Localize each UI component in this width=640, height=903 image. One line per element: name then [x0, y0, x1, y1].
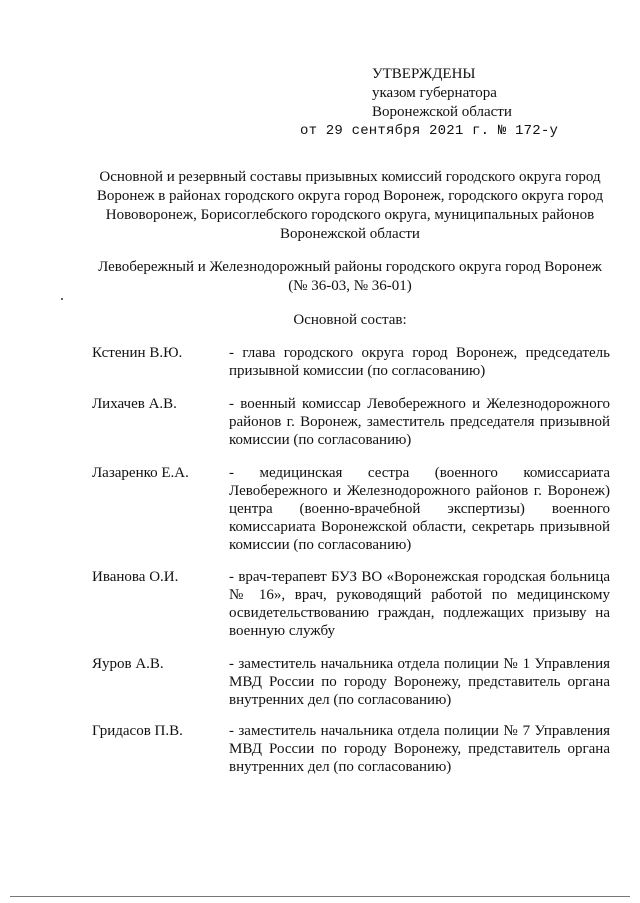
scan-speck: [61, 298, 63, 300]
composition-heading: Основной состав:: [293, 312, 407, 328]
member-name: Лазаренко Е.А.: [92, 465, 189, 481]
district-heading: Левобережный и Железнодорожный районы городского округа город Воронеж (№ 36-03, № 36-01): [98, 259, 602, 294]
approval-block: [300, 65, 632, 141]
approval-title: УТВЕРЖДЕНЫ: [372, 66, 476, 82]
member-role: - медицинская сестра (военного комиссариата Левобережного и Железнодорожного районов г. Воронеж) центра (военно-врачебной экспертизы) военного комиссариата Воронежской области, секретарь призывной комиссии (по согласованию): [229, 465, 610, 553]
member-name: Яуров А.В.: [92, 656, 164, 672]
member-role: - заместитель начальника отдела полиции № 1 Управления МВД России по городу Воронежу, представитель органа внутренних дел (по согласованию): [229, 656, 610, 708]
approval-by-decree: указом губернатора: [372, 85, 497, 101]
member-role: - заместитель начальника отдела полиции № 7 Управления МВД России по городу Воронежу, представитель органа внутренних дел (по согласованию): [229, 723, 610, 775]
member-role: - военный комиссар Левобережного и Железнодорожного районов г. Воронеж, заместитель председателя призывной комиссии (по согласованию): [229, 396, 610, 448]
member-name: Лихачев А.В.: [92, 396, 177, 412]
page-bottom-edge: [10, 896, 630, 897]
document-title: Основной и резервный составы призывных комиссий городского округа город Воронеж в районах городского округа город Воронеж, городского округа город Нововоронеж, Борисоглебского городского округа, муниципальных районов Воронежской области: [96, 169, 604, 242]
member-role: - глава городского округа город Воронеж, председатель призывной комиссии (по согласованию): [229, 345, 610, 379]
approval-region: Воронежской области: [372, 104, 512, 120]
member-role: - врач-терапевт БУЗ ВО «Воронежская городская больница № 16», врач, руководящий работой по медицинскому освидетельствованию граждан, подлежащих призыву на военную службу: [229, 569, 610, 639]
member-name: Иванова О.И.: [92, 569, 179, 585]
member-name: Кстенин В.Ю.: [92, 345, 183, 361]
member-name: Гридасов П.В.: [92, 723, 183, 739]
approval-date-number: от 29 сентября 2021 г. № 172-у: [300, 123, 559, 139]
